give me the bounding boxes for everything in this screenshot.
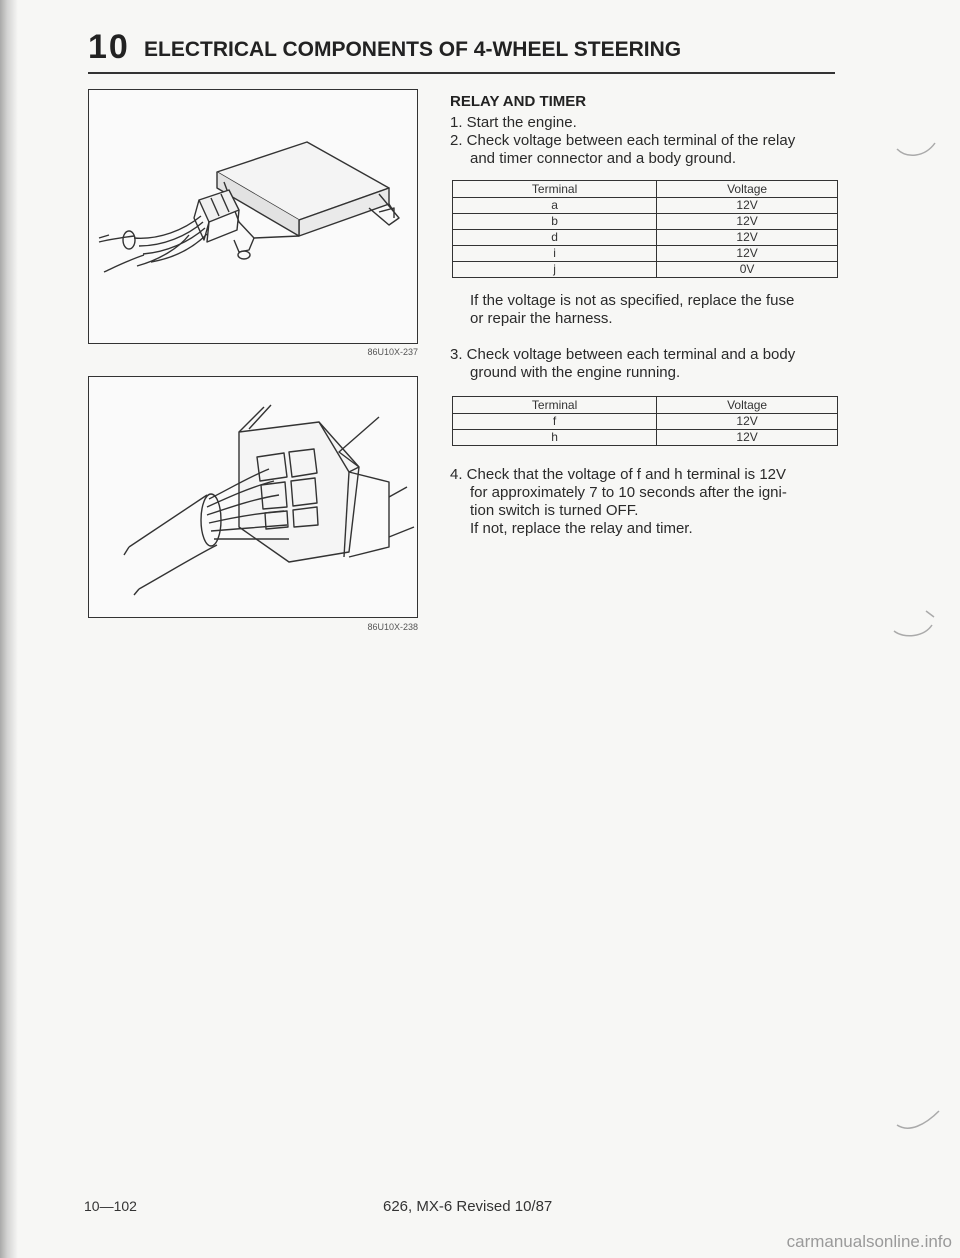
terminal-cell: a xyxy=(453,198,657,214)
voltage-table-1 xyxy=(452,180,838,278)
figure-code: 86U10X-237 xyxy=(367,347,418,357)
step-4-line-2: for approximately 7 to 10 seconds after the igni- xyxy=(470,484,787,501)
column-header-voltage: Voltage xyxy=(657,397,838,414)
voltage-cell: 12V xyxy=(657,214,838,230)
table-row xyxy=(453,214,838,230)
margin-scribble-mark xyxy=(895,135,945,165)
voltage-cell: 12V xyxy=(657,246,838,262)
connector-figure xyxy=(88,376,418,618)
column-header-terminal: Terminal xyxy=(453,181,657,198)
voltage-cell: 12V xyxy=(657,230,838,246)
column-header-terminal: Terminal xyxy=(453,397,657,414)
step-4 xyxy=(450,466,840,538)
voltage-table-2 xyxy=(452,396,838,446)
terminal-cell: j xyxy=(453,262,657,278)
step-1: 1. Start the engine. xyxy=(450,114,577,131)
table-header-row xyxy=(453,181,838,198)
table-row xyxy=(453,230,838,246)
voltage-cell: 12V xyxy=(657,198,838,214)
column-header-voltage: Voltage xyxy=(657,181,838,198)
terminal-cell: d xyxy=(453,230,657,246)
step-4-line-4: If not, replace the relay and timer. xyxy=(470,520,693,537)
page-number: 10—102 xyxy=(84,1198,137,1214)
note-line-1: If the voltage is not as specified, replace the fuse xyxy=(470,292,795,309)
terminal-cell: b xyxy=(453,214,657,230)
terminal-cell: i xyxy=(453,246,657,262)
page-binding-edge xyxy=(0,0,18,1258)
step-2-line-1: 2. Check voltage between each terminal of the relay xyxy=(450,132,796,149)
voltage-cell: 12V xyxy=(657,430,838,446)
table-row xyxy=(453,246,838,262)
section-heading: RELAY AND TIMER xyxy=(450,93,587,110)
terminal-cell: h xyxy=(453,430,657,446)
section-number: 10 xyxy=(88,28,130,66)
figure-code: 86U10X-238 xyxy=(367,622,418,632)
step-2 xyxy=(450,132,840,168)
voltage-cell: 0V xyxy=(657,262,838,278)
relay-timer-illustration xyxy=(89,90,417,343)
connector-illustration xyxy=(89,377,417,617)
table-header-row xyxy=(453,397,838,414)
page-header xyxy=(88,26,835,74)
voltage-cell: 12V xyxy=(657,414,838,430)
note-line-2: or repair the harness. xyxy=(470,310,613,327)
step-3-line-1: 3. Check voltage between each terminal and a body xyxy=(450,346,796,363)
step-3-line-2: ground with the engine running. xyxy=(470,364,681,381)
model-revision: 626, MX-6 Revised 10/87 xyxy=(383,1198,553,1215)
margin-scribble-mark xyxy=(895,1105,945,1135)
note-paragraph xyxy=(450,292,840,328)
step-3 xyxy=(450,346,840,382)
watermark-text: carmanualsonline.info xyxy=(786,1232,952,1251)
step-2-line-2: and timer connector and a body ground. xyxy=(470,150,737,167)
table-row xyxy=(453,430,838,446)
table-row xyxy=(453,262,838,278)
margin-scribble-mark xyxy=(890,605,940,645)
step-4-line-1: 4. Check that the voltage of f and h terminal is 12V xyxy=(450,466,787,483)
relay-timer-figure xyxy=(88,89,418,344)
table-row xyxy=(453,414,838,430)
table-row xyxy=(453,198,838,214)
relay-timer-section xyxy=(450,93,840,538)
terminal-cell: f xyxy=(453,414,657,430)
section-title: ELECTRICAL COMPONENTS OF 4-WHEEL STEERING xyxy=(144,38,682,61)
step-4-line-3: tion switch is turned OFF. xyxy=(470,502,639,519)
